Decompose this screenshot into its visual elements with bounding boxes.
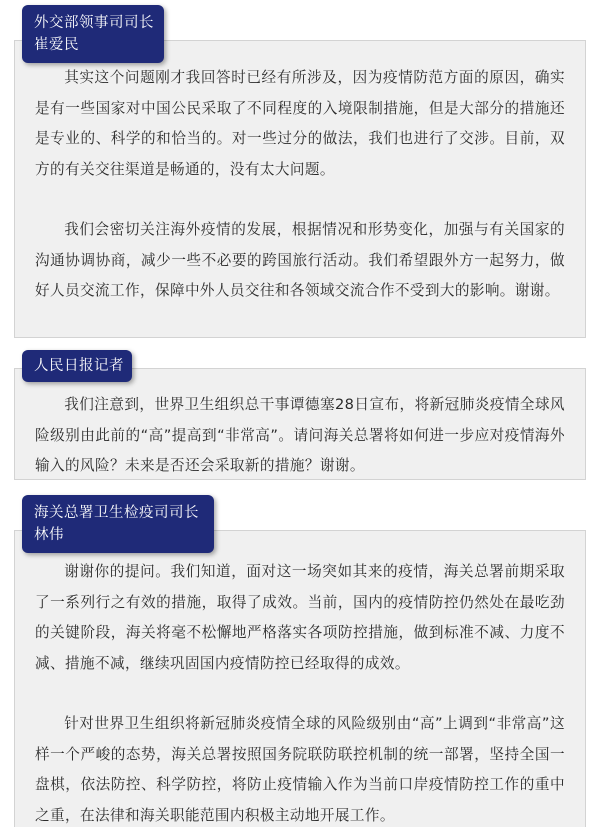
paragraph: 针对世界卫生组织将新冠肺炎疫情全球的风险级别由“高”上调到“非常高”这样一个严峻的态势，海关总署按照国务院联防联控机制的统一部署，坚持全国一盘棋，依法防控、科学防控，将防止疫情输入作为当前口岸疫情防控工作的重中之重，在法律和海关职能范围内积极主动地开展工作。 bbox=[35, 715, 565, 824]
speaker-tag-2 bbox=[22, 350, 132, 382]
answer-box-2 bbox=[14, 530, 586, 827]
speaker-title: 外交部领事司司长 bbox=[34, 15, 154, 31]
answer-box-1 bbox=[14, 40, 586, 338]
paragraph: 我们注意到，世界卫生组织总干事谭德塞28日宣布，将新冠肺炎疫情全球风险级别由此前的“高”提高到“非常高”。请问海关总署将如何进一步应对疫情海外输入的风险？未来是否还会采取新的措施？谢谢。 bbox=[35, 396, 565, 474]
speaker-name: 林伟 bbox=[34, 527, 64, 543]
paragraph: 我们会密切关注海外疫情的发展，根据情况和形势变化，加强与有关国家的沟通协调协商，减少一些不必要的跨国旅行活动。我们希望跟外方一起努力，做好人员交流工作，保障中外人员交往和各领域交流合作不受到大的影响。谢谢。 bbox=[35, 221, 565, 299]
speaker-title: 海关总署卫生检疫司司长 bbox=[34, 505, 199, 521]
question-box bbox=[14, 368, 586, 480]
paragraph: 谢谢你的提问。我们知道，面对这一场突如其来的疫情，海关总署前期采取了一系列行之有效的措施，取得了成效。当前，国内的疫情防控仍然处在最吃劲的关键阶段，海关将毫不松懈地严格落实各项防控措施，做到标准不减、力度不减、措施不减，继续巩固国内疫情防控已经取得的成效。 bbox=[35, 563, 565, 672]
speaker-name: 崔爱民 bbox=[34, 37, 79, 53]
paragraph: 其实这个问题刚才我回答时已经有所涉及，因为疫情防范方面的原因，确实是有一些国家对中国公民采取了不同程度的入境限制措施，但是大部分的措施还是专业的、科学的和恰当的。对一些过分的做法，我们也进行了交涉。目前，双方的有关交往渠道是畅通的，没有太大问题。 bbox=[35, 69, 565, 178]
speaker-tag-1 bbox=[22, 5, 164, 63]
speaker-tag-3 bbox=[22, 495, 214, 553]
speaker-title: 人民日报记者 bbox=[34, 358, 124, 374]
